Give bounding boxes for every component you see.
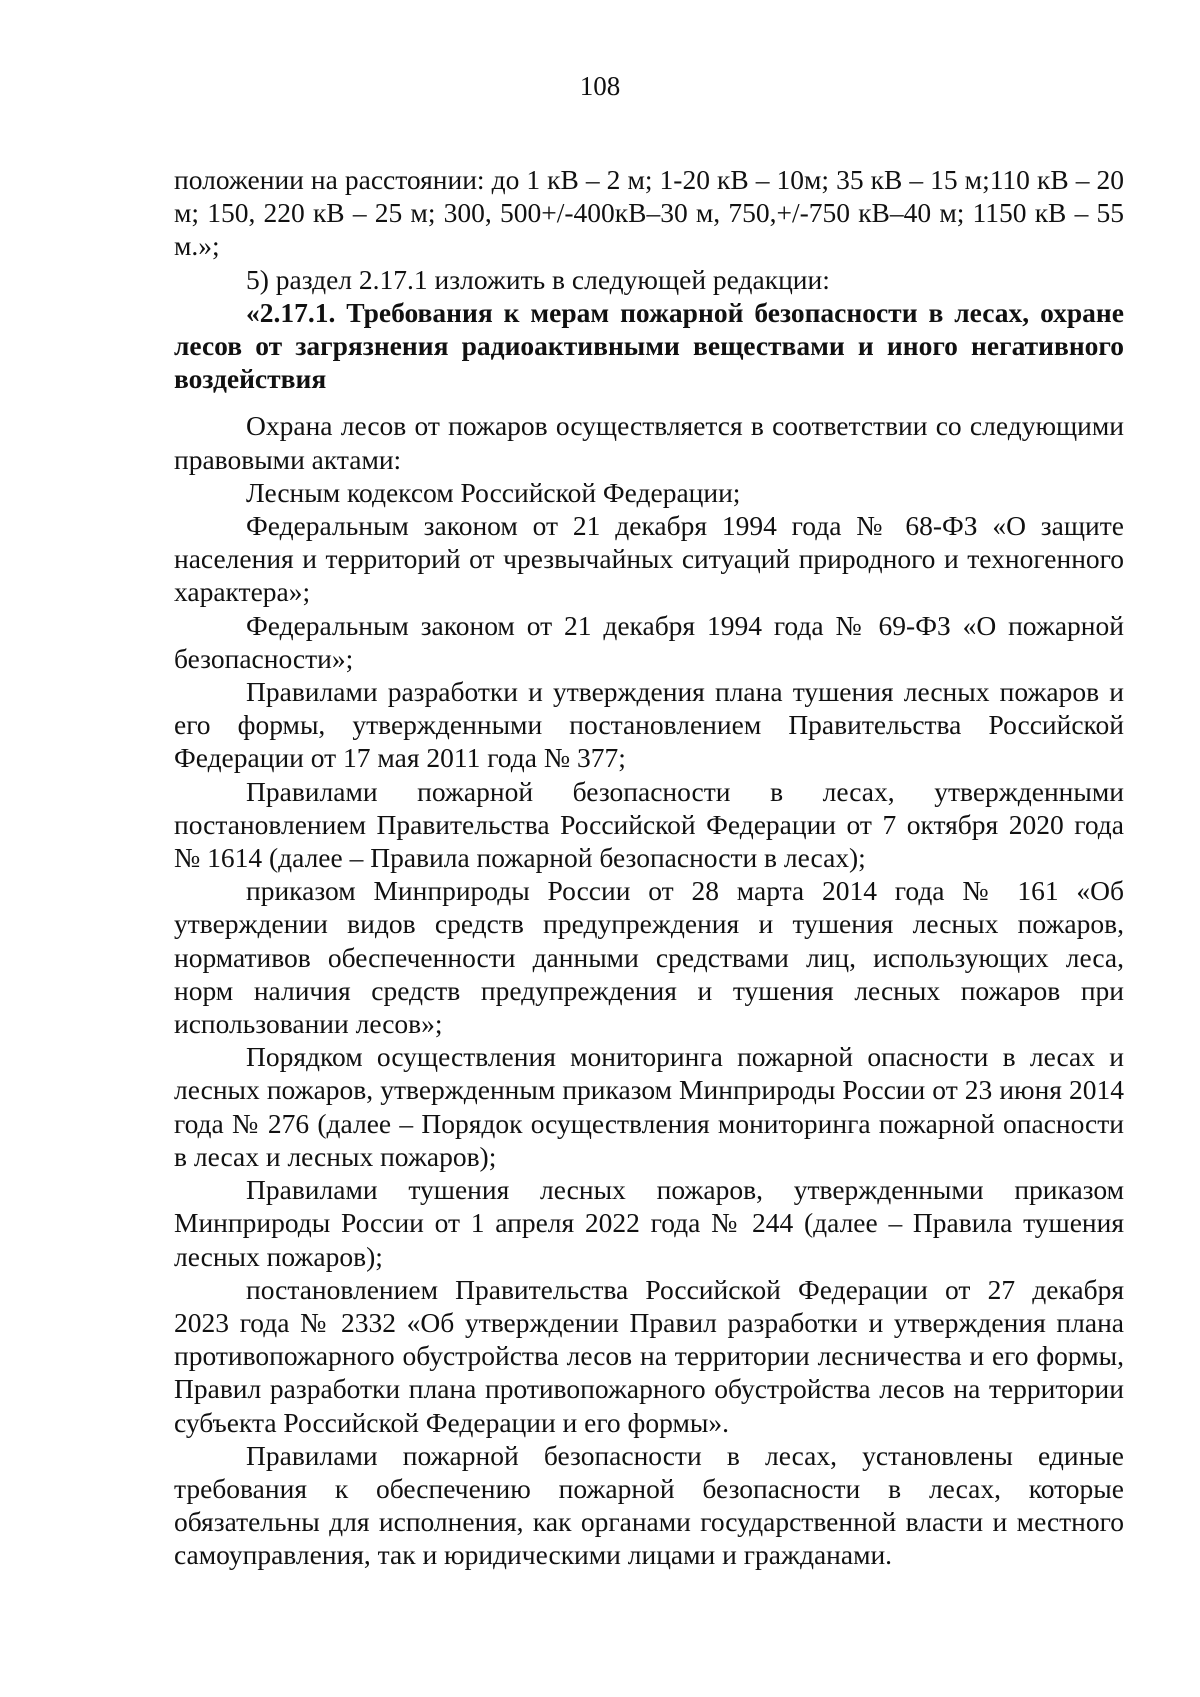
paragraph-act-2332: постановлением Правительства Российской Федерации от 27 декабря 2023 года № 2332 «Об утверждении Правил разработки и утверждения плана противопожарного обустройства лесов на территории лесничества и его формы, Правил разработки плана противопожарного обустройства лесов на территории субъекта Российской Федерации и его формы». — [174, 1273, 1124, 1438]
paragraph-act-69-fz: Федеральным законом от 21 декабря 1994 года № 69-ФЗ «О пожарной безопасности»; — [174, 609, 1124, 674]
paragraph-intro: Охрана лесов от пожаров осуществляется в соответствии со следующими правовыми актами: — [174, 410, 1124, 475]
paragraph-act-1614: Правилами пожарной безопасности в лесах, утвержденными постановлением Правительства Российской Федерации от 7 октября 2020 года № 1614 (далее – Правила пожарной безопасности в лесах); — [174, 775, 1124, 874]
paragraph-item-5: 5) раздел 2.17.1 изложить в следующей редакции: — [246, 263, 830, 295]
paragraph-act-377: Правилами разработки и утверждения плана тушения лесных пожаров и его формы, утвержденными постановлением Правительства Российской Федерации от 17 мая 2011 года № 377; — [174, 676, 1124, 774]
paragraph-act-68-fz: Федеральным законом от 21 декабря 1994 года № 68-ФЗ «О защите населения и территорий от чрезвычайных ситуаций природного и техногенного характера»; — [174, 510, 1124, 608]
document-body — [174, 163, 1124, 1572]
paragraph-continuation: положении на расстоянии: до 1 кВ – 2 м; 1-20 кВ – 10м; 35 кВ – 15 м;110 кВ – 20 м; 150, 220 кВ – 25 м; 300, 500+/-400кВ–30 м, 750,+/-750 кВ–40 м; 1150 кВ – 55 м.»; — [174, 164, 1124, 262]
page-number: 108 — [579, 71, 621, 101]
paragraph-act-276: Порядком осуществления мониторинга пожарной опасности в лесах и лесных пожаров, утвержденным приказом Минприроды России от 23 июня 2014 года № 276 (далее – Порядок осуществления мониторинга пожарной опасности в лесах и лесных пожаров); — [174, 1041, 1124, 1172]
paragraph-conclusion: Правилами пожарной безопасности в лесах, установлены единые требования к обеспечению пожарной безопасности в лесах, которые обязательны для исполнения, как органами государственной власти и местного самоуправления, так и юридическими лицами и гражданами. — [174, 1439, 1124, 1571]
section-heading: «2.17.1. Требования к мерам пожарной безопасности в лесах, охране лесов от загрязнения радиоактивными веществами и иного негативного воздействия — [174, 296, 1124, 395]
paragraph-act-244: Правилами тушения лесных пожаров, утвержденными приказом Минприроды России от 1 апреля 2022 года № 244 (далее – Правила тушения лесных пожаров); — [174, 1174, 1124, 1272]
paragraph-act-161: приказом Минприроды России от 28 марта 2014 года № 161 «Об утверждении видов средств предупреждения и тушения лесных пожаров, нормативов обеспеченности данными средствами лиц, использующих леса, норм наличия средств предупреждения и тушения лесных пожаров при использовании лесов»; — [174, 875, 1124, 1040]
paragraph-act-forest-code: Лесным кодексом Российской Федерации; — [246, 476, 741, 508]
